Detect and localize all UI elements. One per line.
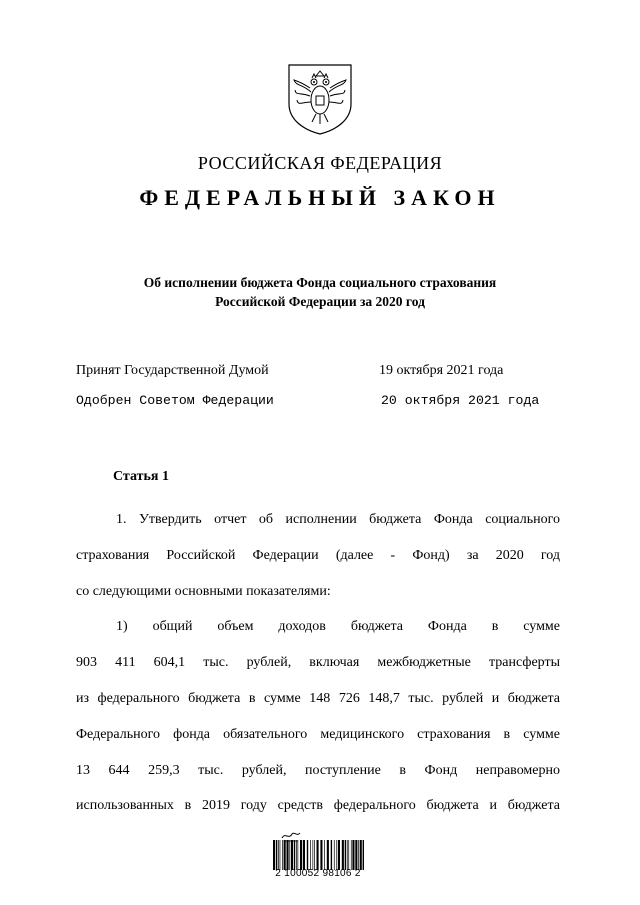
barcode-bar [291, 840, 293, 870]
barcode-bar [282, 840, 283, 870]
barcode-bar [363, 840, 364, 870]
council-approval-date: 20 октября 2021 года [381, 393, 540, 408]
barcode-bar [348, 840, 349, 870]
barcode-bar [287, 840, 289, 870]
barcode-bar [273, 840, 275, 870]
body-line: 1. Утвердить отчет об исполнении бюджета Фонда социального [116, 512, 560, 527]
barcode-bar [314, 840, 315, 870]
barcode-bar [351, 840, 352, 870]
body-line: из федерального бюджета в сумме 148 726 148,7 тыс. рублей и бюджета [76, 690, 560, 706]
country-name: РОССИЙСКАЯ ФЕДЕРАЦИЯ [197, 153, 443, 173]
body-line: 13 644 259,3 тыс. рублей, поступление в Фонд неправомерно [76, 762, 560, 778]
barcode-bar [298, 840, 299, 870]
law-title [0, 273, 640, 311]
body-line: со следующими основными показателями: [76, 583, 331, 599]
council-approval-label: Одобрен Советом Федерации [76, 393, 274, 408]
barcode-bar [296, 840, 297, 870]
barcode-bar [310, 840, 311, 870]
barcode-bar [303, 840, 305, 870]
barcode-bar [300, 840, 302, 870]
barcode-bar [342, 840, 344, 870]
body-line: 1) общий объем доходов бюджета Фонда в сумме [116, 619, 560, 635]
barcode-bar [280, 840, 281, 870]
barcode-bar [320, 840, 322, 870]
body-line: 903 411 604,1 тыс. рублей, включая межбюджетные трансферты [76, 655, 560, 671]
law-title-line: Об исполнении бюджета Фонда социального страхования [143, 275, 497, 290]
article-body [76, 502, 560, 824]
body-line: использованных в 2019 году средств федерального бюджета и бюджета [76, 798, 560, 814]
barcode-bar [360, 840, 362, 870]
barcode-bar [276, 840, 277, 870]
barcode-bar [317, 840, 319, 870]
barcode-bar [294, 840, 295, 870]
law-title-line: Российской Федерации за 2020 год [215, 294, 425, 309]
article-heading: Статья 1 [113, 469, 169, 484]
russian-coat-of-arms-icon [286, 62, 354, 136]
barcode-bar [278, 840, 279, 870]
barcode-bar [355, 840, 357, 870]
barcode-bar [347, 840, 348, 870]
body-line: Федерального фонда обязательного медицинского страхования в сумме [76, 726, 560, 742]
barcode-bar [289, 840, 290, 870]
barcode-bar [338, 840, 340, 870]
barcode-bar [307, 840, 308, 870]
barcode-image [272, 840, 364, 870]
barcode-bar [331, 840, 332, 870]
barcode-bar [358, 840, 359, 870]
barcode-bar [345, 840, 346, 870]
body-line: страхования Российской Федерации (далее - Фонд) за 2020 год [76, 547, 560, 563]
duma-adoption-label: Принят Государственной Думой [76, 363, 269, 378]
barcode-bar [313, 840, 314, 870]
barcode-bar [327, 840, 329, 870]
barcode-bar [334, 840, 335, 870]
document-type: ФЕДЕРАЛЬНЫЙ ЗАКОН [139, 185, 501, 210]
barcode-bar [284, 840, 286, 870]
barcode-bar [352, 840, 354, 870]
barcode-bar [336, 840, 337, 870]
barcode-number: 2 100052 98106 2 [275, 868, 361, 879]
duma-adoption-date: 19 октября 2021 года [379, 363, 504, 378]
barcode-bar [324, 840, 325, 870]
